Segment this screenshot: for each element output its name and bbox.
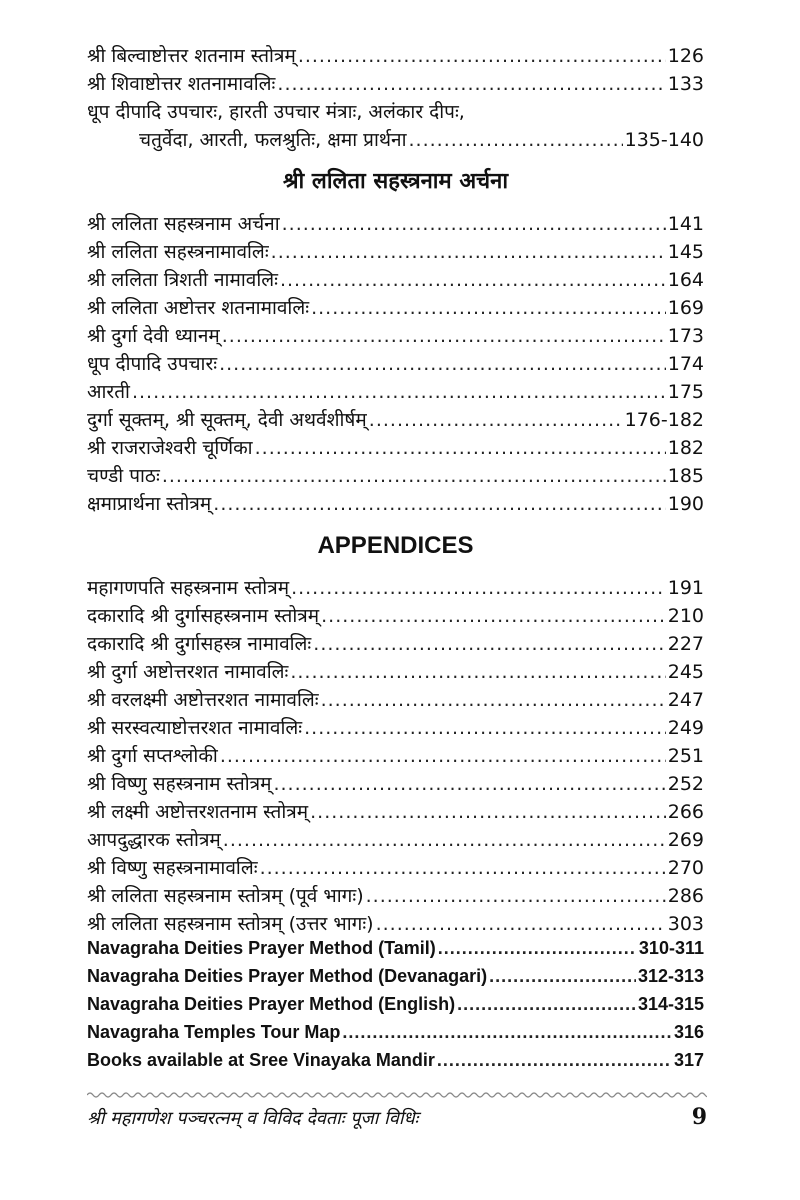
dot-leader	[223, 829, 666, 851]
toc-entry	[87, 490, 704, 518]
toc-entry-title: श्री बिल्वाष्टोत्तर शतनाम स्तोत्रम्	[87, 45, 296, 67]
toc-column	[87, 42, 704, 1078]
toc-entry-page: 176-182	[624, 409, 704, 431]
toc-entry	[87, 322, 704, 350]
toc-entry-title: श्री दुर्गा सप्तश्लोकी	[87, 745, 218, 767]
dot-leader	[213, 493, 665, 515]
toc-entry-page: 312-313	[637, 966, 704, 986]
dot-leader	[132, 381, 666, 403]
toc-entry-title: आपदुद्धारक स्तोत्रम्	[87, 829, 221, 851]
dot-leader	[290, 661, 665, 683]
toc-entry	[87, 770, 704, 798]
toc-entry-page: 316	[673, 1022, 704, 1042]
footer-line	[87, 1104, 707, 1130]
running-title: श्री महागणेश पञ्चरत्नम् व विविद देवताः पूजा विधिः	[87, 1108, 419, 1129]
dot-leader	[437, 1050, 672, 1071]
toc-entry-title: श्री ललिता सहस्त्रनामावलिः	[87, 241, 269, 263]
section-entries	[87, 574, 704, 938]
toc-entry-title: श्री शिवाष्टोत्तर शतनामावलिः	[87, 73, 276, 95]
toc-entry-page: 317	[673, 1050, 704, 1070]
dot-leader	[298, 45, 666, 67]
dot-leader	[489, 966, 636, 987]
toc-entry-page: 133	[667, 73, 704, 95]
toc-entry-title: श्री राजराजेश्वरी चूर्णिका	[87, 437, 253, 459]
toc-entry	[87, 994, 704, 1022]
toc-entry-page: 270	[667, 857, 704, 879]
dot-leader	[321, 689, 666, 711]
toc-entry	[87, 742, 704, 770]
dot-leader	[342, 1022, 672, 1043]
dot-leader	[311, 297, 666, 319]
dot-leader	[366, 885, 666, 907]
toc-entry-title: Navagraha Deities Prayer Method (Devanagari)	[87, 966, 488, 986]
toc-entry-title: आरती	[87, 381, 130, 403]
toc-entry	[87, 350, 704, 378]
dot-leader	[277, 73, 665, 95]
toc-entry-title: श्री विष्णु सहस्त्रनाम स्तोत्रम्	[87, 773, 272, 795]
dot-leader	[310, 801, 666, 823]
toc-entry	[87, 882, 704, 910]
page-footer	[87, 1090, 707, 1130]
dot-leader	[438, 938, 637, 959]
toc-entry-title: दकारादि श्री दुर्गासहस्त्र नामावलिः	[87, 633, 312, 655]
dot-leader	[222, 325, 666, 347]
toc-entry	[87, 686, 704, 714]
toc-entry-page: 164	[667, 269, 704, 291]
toc-entry	[87, 630, 704, 658]
toc-entry	[87, 238, 704, 266]
toc-entry	[87, 966, 704, 994]
dot-leader	[376, 913, 666, 935]
toc-entry-title: महागणपति सहस्त्रनाम स्तोत्रम्	[87, 577, 290, 599]
dot-leader	[282, 213, 666, 235]
toc-entry	[87, 798, 704, 826]
dot-leader	[273, 773, 665, 795]
toc-entry	[87, 42, 704, 70]
toc-entry-page: 314-315	[637, 994, 704, 1014]
dot-leader	[457, 994, 636, 1015]
toc-entry-title: दकारादि श्री दुर्गासहस्त्रनाम स्तोत्रम्	[87, 605, 320, 627]
toc-entry-page: 141	[667, 213, 704, 235]
toc-entry-page: 145	[667, 241, 704, 263]
section-heading: श्री ललिता सहस्त्रनाम अर्चना	[282, 169, 509, 194]
toc-entry-page: 182	[667, 437, 704, 459]
toc-entry-continuation	[87, 126, 704, 154]
toc-entry	[87, 462, 704, 490]
toc-entry	[87, 658, 704, 686]
toc-entry-title: श्री ललिता अष्टोत्तर शतनामावलिः	[87, 297, 310, 319]
dot-leader	[313, 633, 665, 655]
toc-entry	[87, 378, 704, 406]
toc-entry	[87, 910, 704, 938]
toc-entry-title: श्री सरस्वत्याष्टोत्तरशत नामावलिः	[87, 717, 303, 739]
dot-leader	[255, 437, 666, 459]
toc-entry-title: धूप दीपादि उपचारः	[87, 353, 218, 375]
toc-entry-page: 210	[667, 605, 704, 627]
toc-entry-title: श्री लक्ष्मी अष्टोत्तरशतनाम स्तोत्रम्	[87, 801, 309, 823]
dot-leader	[369, 409, 623, 431]
dot-leader	[271, 241, 666, 263]
toc-entry	[87, 854, 704, 882]
toc-entry	[87, 1022, 704, 1050]
toc-entry-title: दुर्गा सूक्तम्, श्री सूक्तम्, देवी अथर्वशीर्षम्	[87, 409, 367, 431]
toc-entry	[87, 266, 704, 294]
toc-entry-title: श्री ललिता सहस्त्रनाम स्तोत्रम् (उत्तर भागः)	[87, 913, 374, 935]
dot-leader	[304, 717, 666, 739]
toc-entry-title: Navagraha Deities Prayer Method (English)	[87, 994, 456, 1014]
toc-entry	[87, 434, 704, 462]
toc-entry-page: 251	[667, 745, 704, 767]
toc-entry	[87, 70, 704, 98]
toc-entry	[87, 938, 704, 966]
toc-entry-page: 169	[667, 297, 704, 319]
toc-entry	[87, 98, 704, 126]
toc-entry-title: Navagraha Deities Prayer Method (Tamil)	[87, 938, 436, 958]
toc-entry-title: श्री ललिता सहस्त्रनाम अर्चना	[87, 213, 280, 235]
toc-entry-page: 245	[667, 661, 704, 683]
toc-entry	[87, 714, 704, 742]
toc-entry-title: धूप दीपादि उपचारः, हारती उपचार मंत्राः, अलंकार दीपः,	[87, 101, 465, 123]
section-heading: APPENDICES	[317, 532, 474, 559]
toc-entry-page: 191	[667, 577, 704, 599]
toc-entry-title: चण्डी पाठः	[87, 465, 160, 487]
toc-entry-title: चतुर्वेदा, आरती, फलश्रुतिः, क्षमा प्रार्थना	[139, 129, 407, 151]
toc-entry-page: 185	[667, 465, 704, 487]
toc-entry-title: श्री वरलक्ष्मी अष्टोत्तरशत नामावलिः	[87, 689, 319, 711]
toc-entry-page: 175	[667, 381, 704, 403]
toc-entry	[87, 294, 704, 322]
toc-entry-page: 310-311	[638, 938, 704, 958]
english-entries	[87, 938, 704, 1078]
toc-entry-page: 266	[667, 801, 704, 823]
dot-leader	[260, 857, 666, 879]
toc-entry-title: श्री दुर्गा देवी ध्यानम्	[87, 325, 220, 347]
toc-entry-page: 174	[667, 353, 704, 375]
toc-entry-page: 269	[667, 829, 704, 851]
toc-entry-page: 303	[667, 913, 704, 935]
toc-entry-page: 252	[667, 773, 704, 795]
toc-entry-page: 227	[667, 633, 704, 655]
toc-entry-page: 135-140	[624, 129, 704, 151]
toc-entry	[87, 1050, 704, 1078]
toc-entry-page: 126	[667, 45, 704, 67]
dot-leader	[321, 605, 666, 627]
toc-entry	[87, 210, 704, 238]
toc-entry-title: श्री दुर्गा अष्टोत्तरशत नामावलिः	[87, 661, 289, 683]
toc-entry-page: 247	[667, 689, 704, 711]
dot-leader	[220, 745, 666, 767]
toc-entry-page: 173	[667, 325, 704, 347]
wavy-divider	[87, 1090, 707, 1100]
toc-entry-title: श्री विष्णु सहस्त्रनामावलिः	[87, 857, 258, 879]
dot-leader	[409, 129, 623, 151]
page-number: 9	[691, 1104, 707, 1130]
toc-entry-title: श्री ललिता सहस्त्रनाम स्तोत्रम् (पूर्व भागः)	[87, 885, 364, 907]
toc-entry	[87, 602, 704, 630]
toc-entry-title: श्री ललिता त्रिशती नामावलिः	[87, 269, 278, 291]
toc-entry	[87, 574, 704, 602]
toc-entry-page: 190	[667, 493, 704, 515]
toc-entry	[87, 406, 704, 434]
dot-leader	[219, 353, 666, 375]
toc-entry	[87, 826, 704, 854]
dot-leader	[280, 269, 666, 291]
toc-entry-title: Books available at Sree Vinayaka Mandir	[87, 1050, 435, 1070]
section-entries	[87, 210, 704, 518]
toc-entry-page: 286	[667, 885, 704, 907]
dot-leader	[162, 465, 666, 487]
toc-entry-title: Navagraha Temples Tour Map	[87, 1022, 341, 1042]
dot-leader	[291, 577, 666, 599]
toc-entry-page: 249	[667, 717, 704, 739]
toc-entry-title: क्षमाप्रार्थना स्तोत्रम्	[87, 493, 212, 515]
